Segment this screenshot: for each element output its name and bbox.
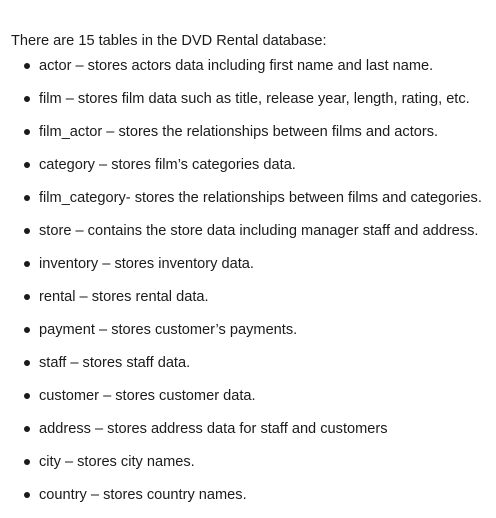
bullet-icon [24, 459, 30, 465]
table-description: film_category- stores the relationships between films and categories. [39, 190, 482, 206]
bullet-icon [24, 96, 30, 102]
table-description: staff – stores staff data. [39, 355, 191, 371]
list-item [0, 320, 496, 353]
bullet-icon [24, 261, 30, 267]
list-item [0, 485, 496, 518]
list-item [0, 56, 496, 89]
bullet-icon [24, 195, 30, 201]
list-item [0, 287, 496, 320]
list-item [0, 155, 496, 188]
bullet-icon [24, 360, 30, 366]
bullet-icon [24, 63, 30, 69]
table-description: film_actor – stores the relationships between films and actors. [39, 124, 439, 140]
list-item [0, 122, 496, 155]
table-description: store – contains the store data including manager staff and address. [39, 223, 479, 239]
table-list [0, 56, 496, 518]
table-description: category – stores film’s categories data. [39, 157, 296, 173]
table-description: film – stores film data such as title, release year, length, rating, etc. [39, 91, 470, 107]
table-description: rental – stores rental data. [39, 289, 209, 305]
bullet-icon [24, 294, 30, 300]
list-item [0, 254, 496, 287]
table-description: inventory – stores inventory data. [39, 256, 254, 272]
bullet-icon [24, 426, 30, 432]
list-item [0, 188, 496, 221]
bullet-icon [24, 228, 30, 234]
list-item [0, 353, 496, 386]
bullet-icon [24, 129, 30, 135]
list-item [0, 221, 496, 254]
table-description: customer – stores customer data. [39, 388, 256, 404]
bullet-icon [24, 492, 30, 498]
bullet-icon [24, 393, 30, 399]
bullet-icon [24, 327, 30, 333]
list-item [0, 419, 496, 452]
table-description: city – stores city names. [39, 454, 195, 470]
list-item [0, 89, 496, 122]
list-item [0, 452, 496, 485]
table-description: country – stores country names. [39, 487, 247, 503]
table-description: payment – stores customer’s payments. [39, 322, 298, 338]
table-description: address – stores address data for staff and customers [39, 421, 388, 437]
intro-text: There are 15 tables in the DVD Rental database: [11, 32, 327, 49]
list-item [0, 386, 496, 419]
table-description: actor – stores actors data including first name and last name. [39, 58, 434, 74]
bullet-icon [24, 162, 30, 168]
